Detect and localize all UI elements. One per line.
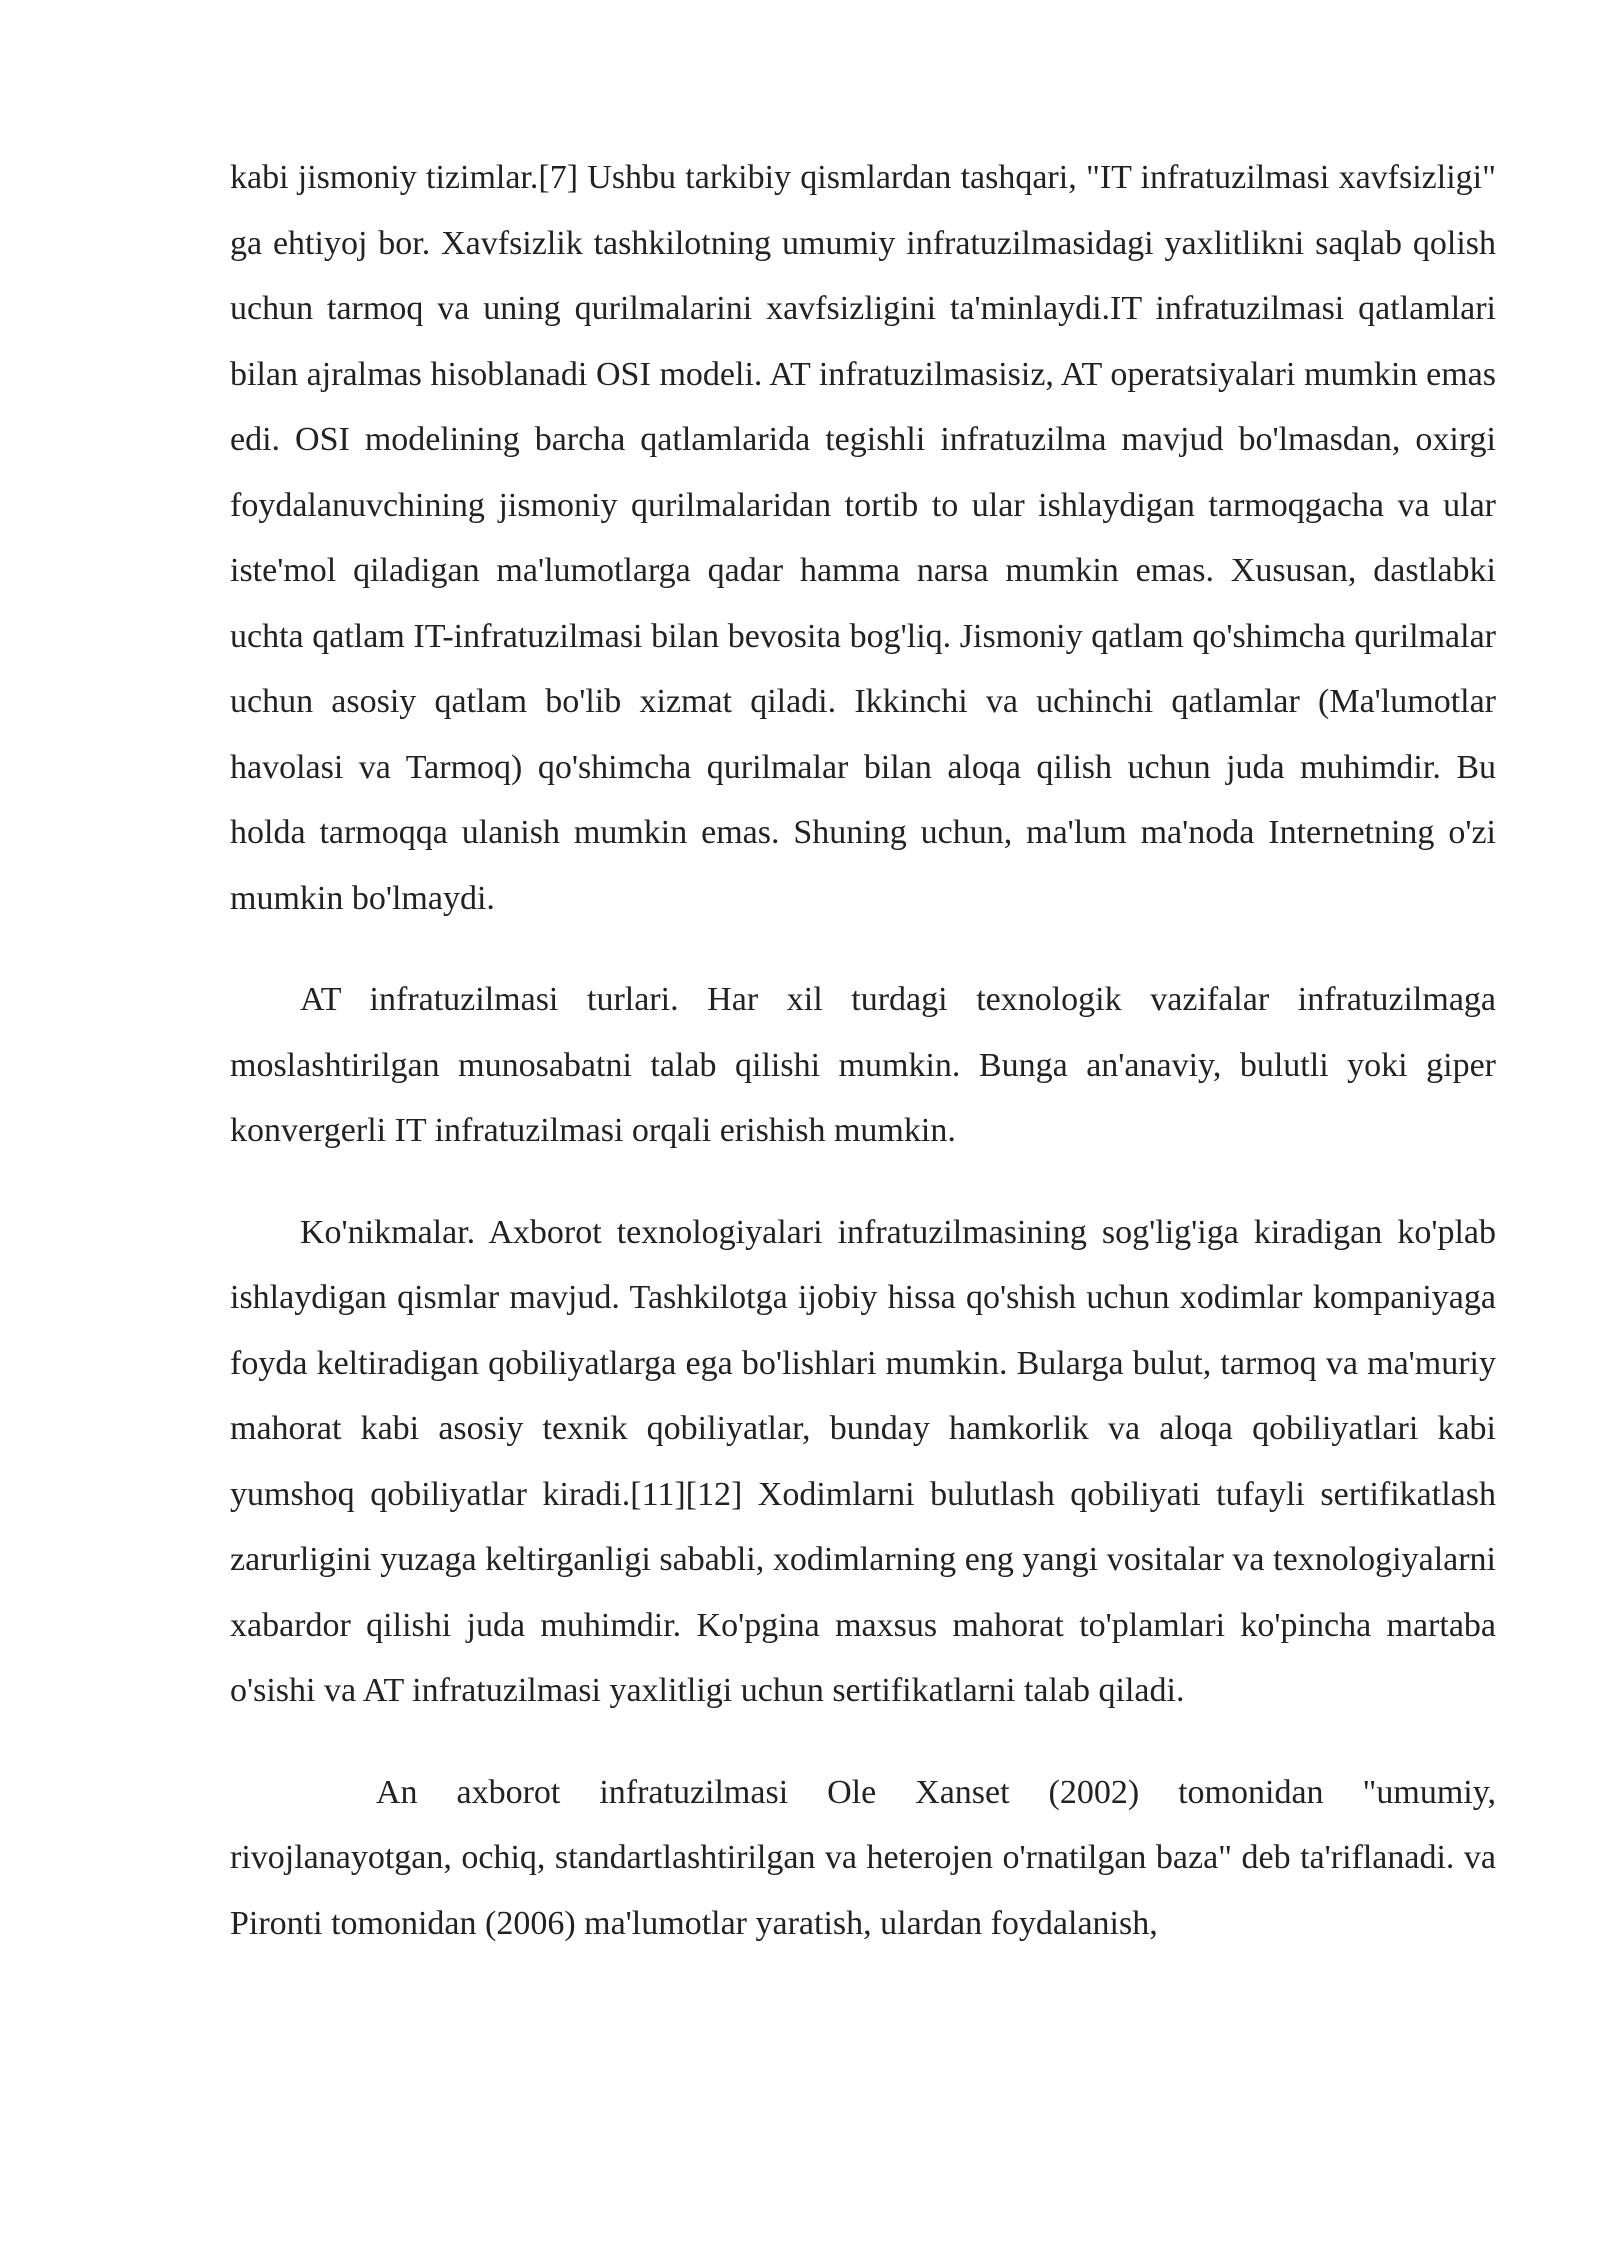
paragraph-information-infrastructure: An axborot infratuzilmasi Ole Xanset (2002) tomonidan "umumiy, rivojlanayotgan, ochiq, standartlashtirilgan va heterojen o'rnatilgan baza" deb ta'riflanadi. va Pironti tomonidan (2006) ma'lumotlar yaratish, ulardan foydalanish, <box>230 1773 1496 1942</box>
paragraph-infrastructure-types: AT infratuzilmasi turlari. Har xil turdagi texnologik vazifalar infratuzilmaga moslashtirilgan munosabatni talab qilishi mumkin. Bunga an'anaviy, bulutli yoki giper konvergerli IT infratuzilmasi orqali erishish mumkin. <box>230 981 1496 1149</box>
paragraph-osi-model: kabi jismoniy tizimlar.[7] Ushbu tarkibiy qismlardan tashqari, "IT infratuzilmasi xavfsizligi" ga ehtiyoj bor. Xavfsizlik tashkilotning umumiy infratuzilmasidagi yaxlitlikni saqlab qolish uchun tarmoq va uning qurilmalarini xavfsizligini ta'minlaydi.IT infratuzilmasi qatlamlari bilan ajralmas hisoblanadi OSI modeli. AT infratuzilmasisiz, AT operatsiyalari mumkin emas edi. OSI modelining barcha qatlamlarida tegishli infratuzilma mavjud bo'lmasdan, oxirgi foydalanuvchining jismoniy qurilmalaridan tortib to ular ishlaydigan tarmoqgacha va ular iste'mol qiladigan ma'lumotlarga qadar hamma narsa mumkin emas. Xususan, dastlabki uchta qatlam IT-infratuzilmasi bilan bevosita bog'liq. Jismoniy qatlam qo'shimcha qurilmalar uchun asosiy qatlam bo'lib xizmat qiladi. Ikkinchi va uchinchi qatlamlar (Ma'lumotlar havolasi va Tarmoq) qo'shimcha qurilmalar bilan aloqa qilish uchun juda muhimdir. Bu holda tarmoqqa ulanish mumkin emas. Shuning uchun, ma'lum ma'noda Internetning o'zi mumkin bo'lmaydi. <box>230 159 1496 917</box>
paragraph-skills: Ko'nikmalar. Axborot texnologiyalari infratuzilmasining sog'lig'iga kiradigan ko'plab ishlaydigan qismlar mavjud. Tashkilotga ijobiy hissa qo'shish uchun xodimlar kompaniyaga foyda keltiradigan qobiliyatlarga ega bo'lishlari mumkin. Bularga bulut, tarmoq va ma'muriy mahorat kabi asosiy texnik qobiliyatlar, bunday hamkorlik va aloqa qobiliyatlari kabi yumshoq qobiliyatlar kiradi.[11][12] Xodimlarni bulutlash qobiliyati tufayli sertifikatlash zarurligini yuzaga keltirganligi sababli, xodimlarning eng yangi vositalar va texnologiyalarni xabardor qilishi juda muhimdir. Ko'pgina maxsus mahorat to'plamlari ko'pincha martaba o'sishi va AT infratuzilmasi yaxlitligi uchun sertifikatlarni talab qiladi. <box>230 1213 1496 1709</box>
body-text <box>230 145 1496 1956</box>
